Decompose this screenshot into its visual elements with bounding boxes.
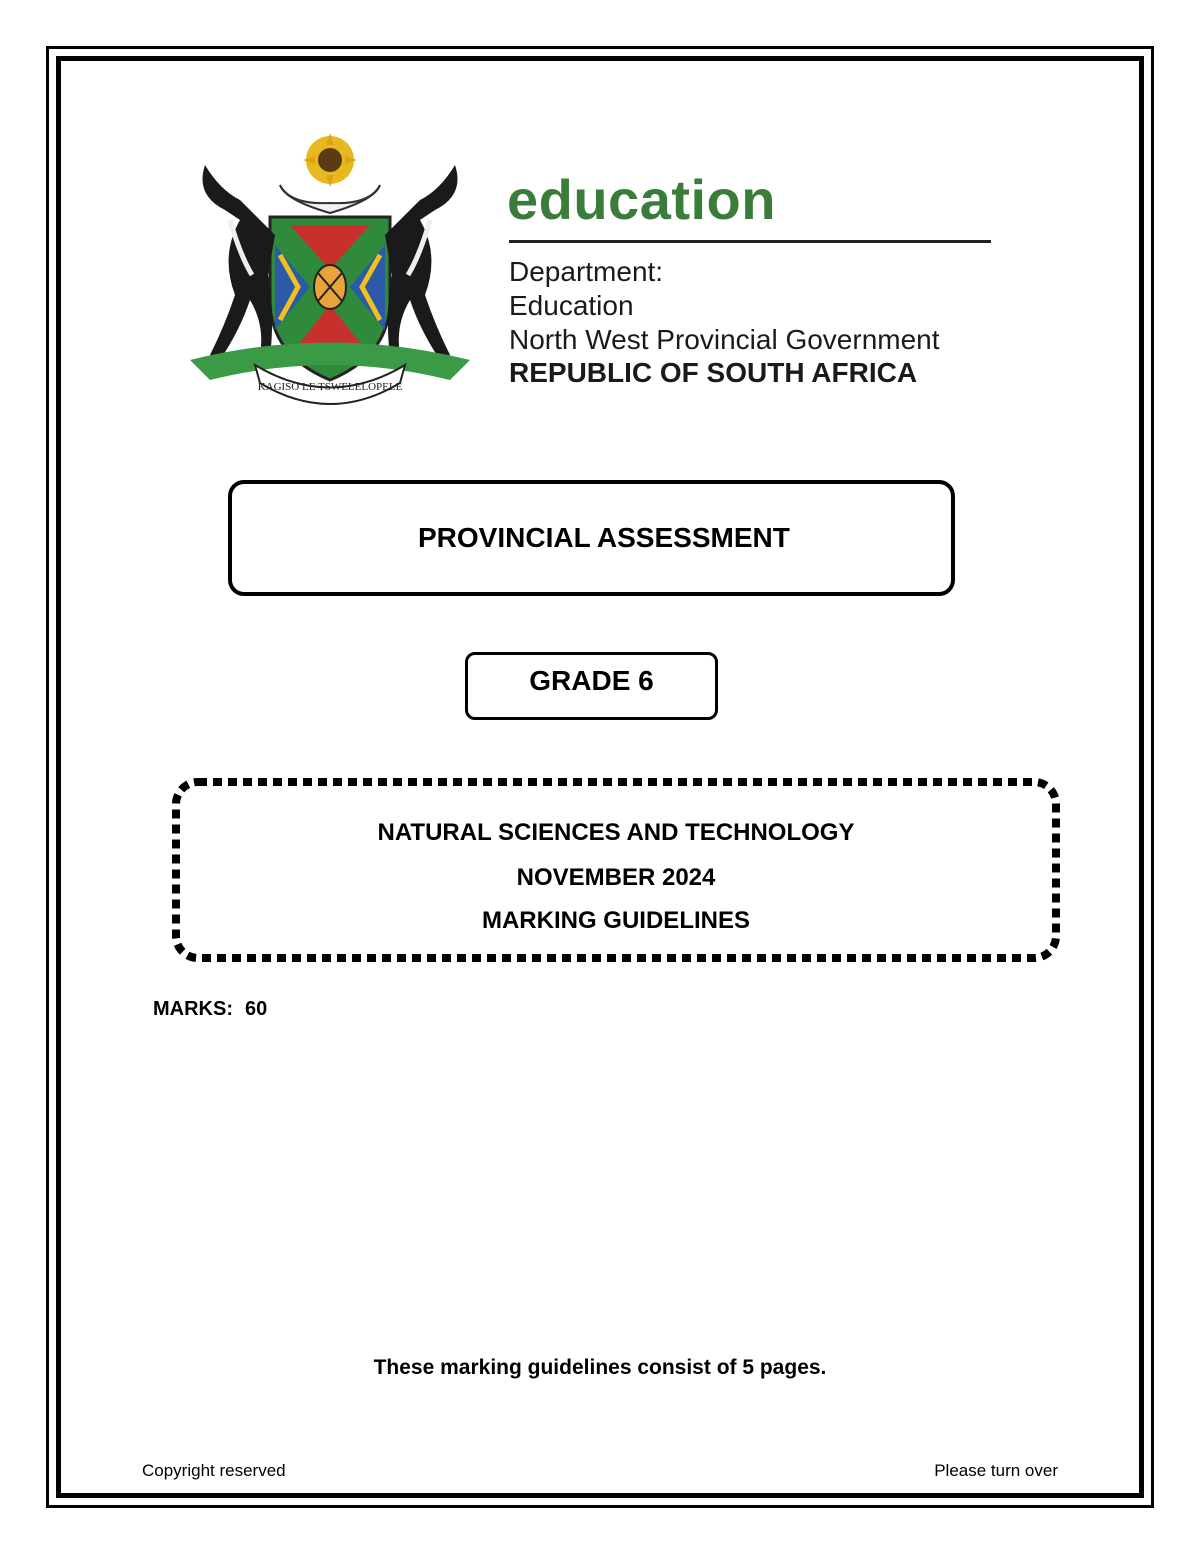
- department-name: Education: [509, 290, 634, 321]
- brand-word: education: [507, 168, 776, 231]
- sunflower-icon: [303, 133, 357, 187]
- footer-turn-over: Please turn over: [934, 1461, 1058, 1480]
- page-count-note: These marking guidelines consist of 5 pages.: [373, 1356, 827, 1379]
- antelope-left-icon: [203, 165, 276, 360]
- svg-text:KAGISO LE TSWELELOPELE: KAGISO LE TSWELELOPELE: [257, 381, 403, 393]
- grade-label: GRADE 6: [529, 665, 654, 696]
- antelope-right-icon: [385, 165, 458, 360]
- provincial-government: North West Provincial Government: [509, 324, 940, 355]
- marks-value: 60: [245, 998, 268, 1020]
- footer-copyright: Copyright reserved: [142, 1461, 286, 1480]
- brand-divider: [509, 240, 991, 243]
- assessment-title: PROVINCIAL ASSESSMENT: [418, 522, 790, 553]
- coat-of-arms-logo: [180, 125, 480, 425]
- marks-label: MARKS:: [153, 998, 233, 1020]
- country-name: REPUBLIC OF SOUTH AFRICA: [509, 357, 918, 388]
- document-type: MARKING GUIDELINES: [481, 907, 750, 934]
- marks-total: [153, 999, 267, 1019]
- subject-name: NATURAL SCIENCES AND TECHNOLOGY: [377, 819, 855, 846]
- exam-session: NOVEMBER 2024: [516, 864, 716, 891]
- department-label: Department:: [509, 256, 664, 287]
